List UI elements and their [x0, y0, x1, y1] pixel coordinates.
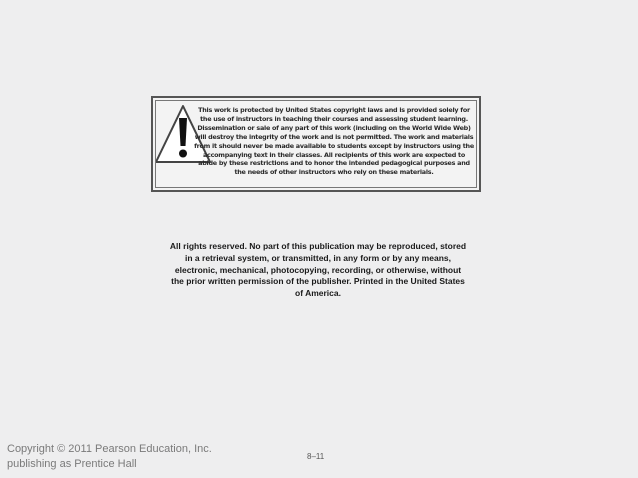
copyright-footer: Copyright © 2011 Pearson Education, Inc. publishing as Prentice Hall	[7, 443, 212, 470]
page-number: 8–11	[307, 452, 325, 461]
copyright-notice-box	[151, 96, 481, 192]
copyright-notice-text: This work is protected by United States copyright laws and is provided solely for the use of instructors in teaching their courses and assessing student learning. Dissemination or sale of any part of this work (including on the World Wide Web) will destroy the integrity of the work and is not permitted. The work and materials from it should never be made available to students except by instructors using the accompanying text in their classes. All recipients of this work are expected to abide by these restrictions and to honor the intended pedagogical purposes and the needs of other instructors who rely on these materials.	[194, 106, 474, 177]
rights-reserved-text: All rights reserved. No part of this publication may be reproduced, stored in a retrieval system, or transmitted, in any form or by any means, electronic, mechanical, photocopying, recording, or otherwise, without the prior written permission of the publisher. Printed in the United States of America.	[169, 241, 467, 299]
